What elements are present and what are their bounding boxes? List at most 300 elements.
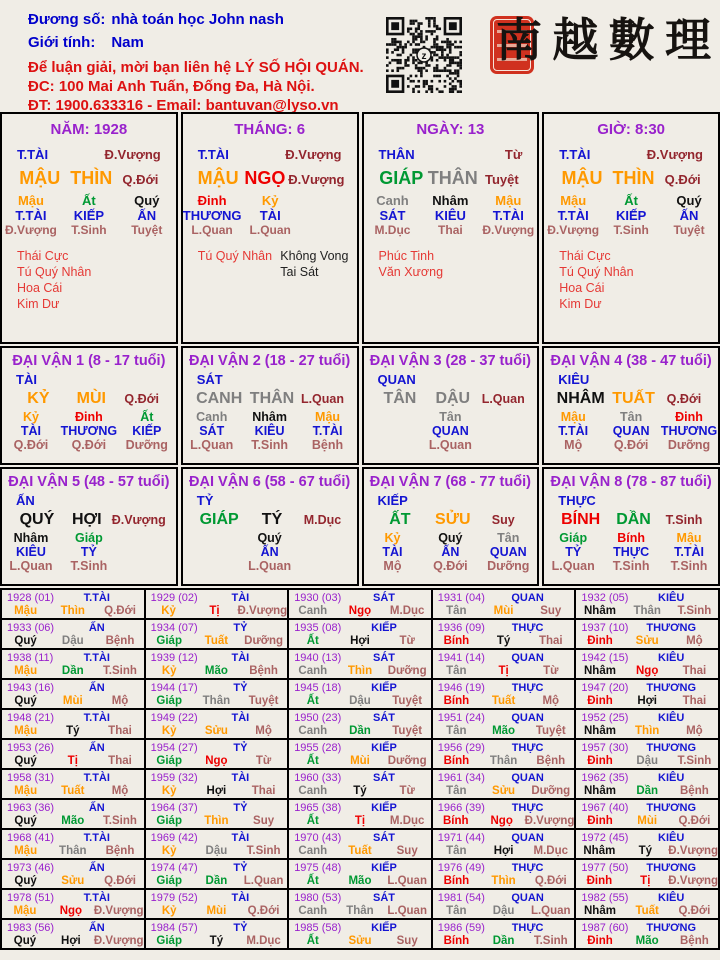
pillar-branch-stage: Q.Đới <box>664 172 701 187</box>
year-god: ẤN <box>88 622 105 634</box>
year-stem: Mậu <box>13 905 37 917</box>
year-cell <box>1 769 145 799</box>
year-cell-line1 <box>2 742 144 755</box>
pillar-box <box>362 112 540 344</box>
year-stage: Mộ <box>255 725 272 737</box>
hidden-stage: T.Sinh <box>670 559 708 573</box>
hidden-god: TÀI <box>259 208 281 223</box>
year-stage: Mộ <box>111 785 129 797</box>
year-branch: Dần <box>492 935 515 947</box>
year-stage: Bệnh <box>680 785 709 797</box>
year-branch: Sửu <box>492 785 516 797</box>
year-cell-line1 <box>146 712 288 725</box>
daivan-hidden-column <box>299 410 357 452</box>
year-stem: Đinh <box>586 875 613 887</box>
year-cell-line2 <box>576 845 718 858</box>
pillar-hidden-column <box>60 193 118 238</box>
pillar-hidden-column <box>183 193 242 238</box>
star-item: Tú Quý Nhân <box>17 265 92 279</box>
daivan-branch-stage: Q.Đới <box>666 392 702 406</box>
year-cell-line1 <box>289 922 431 935</box>
year-branch: Sửu <box>635 635 659 647</box>
year-stem: Canh <box>298 665 328 677</box>
year-cell <box>432 649 576 679</box>
pillar-hidden-stems <box>364 193 538 238</box>
hidden-god: KIẾP <box>73 208 105 223</box>
year-cell <box>145 709 289 739</box>
hidden-stem: Mậu <box>315 410 341 424</box>
year-cell-line1 <box>289 712 431 725</box>
year-cell-line2 <box>2 815 144 828</box>
year-label: 1939 (12) <box>150 652 198 664</box>
year-label: 1968 (41) <box>7 832 55 844</box>
hidden-god: T.TÀI <box>15 208 47 223</box>
year-stem: Kỷ <box>161 605 176 617</box>
year-stem: Bính <box>443 635 470 647</box>
year-god: KIẾP <box>371 802 397 814</box>
year-branch: Tuất <box>204 635 229 647</box>
pillar-hidden-stems <box>2 193 176 238</box>
year-stem: Canh <box>298 845 328 857</box>
year-cell <box>432 829 576 859</box>
year-god: THƯƠNG <box>646 742 697 754</box>
year-stage: Đ.Vượng <box>668 875 718 887</box>
year-cell-line2 <box>2 785 144 798</box>
year-cell <box>432 739 576 769</box>
year-cell-line1 <box>576 892 718 905</box>
year-god: TÀI <box>231 892 250 904</box>
year-stem: Quý <box>14 815 37 827</box>
year-stage: Đ.Vượng <box>93 905 144 917</box>
hidden-stem: Mậu <box>17 193 44 208</box>
year-label: 1942 (15) <box>581 652 629 664</box>
year-label: 1935 (08) <box>294 622 342 634</box>
hidden-stem: Đinh <box>197 193 227 208</box>
year-cell-line1 <box>2 832 144 845</box>
year-cell-line2 <box>2 875 144 888</box>
year-label: 1930 (03) <box>294 592 342 604</box>
daivan-title: ĐẠI VẬN 5 (48 - 57 tuổi) <box>8 474 170 490</box>
year-cell-line2 <box>433 755 575 768</box>
daivan-god: ẤN <box>16 493 35 508</box>
year-cell-line1 <box>576 742 718 755</box>
star-item: Tai Sát <box>280 265 319 279</box>
owner-line <box>28 8 364 31</box>
year-branch: Mão <box>348 875 372 887</box>
year-cell-line1 <box>146 652 288 665</box>
star-item: Phúc Tinh <box>378 249 435 263</box>
year-stem: Kỷ <box>161 725 177 737</box>
logo-character: 理 <box>664 13 711 67</box>
star-item: Tú Quý Nhân <box>559 265 634 279</box>
daivan-hidden-column <box>183 410 241 452</box>
year-god: T.TÀI <box>83 652 110 664</box>
year-cell-line2 <box>433 875 575 888</box>
hidden-god: T.TÀI <box>674 545 704 559</box>
year-branch: Dần <box>61 665 84 677</box>
year-cell <box>288 799 432 829</box>
year-cell-line2 <box>576 755 718 768</box>
pillar-hidden-column <box>479 193 537 238</box>
year-label: 1949 (22) <box>150 712 198 724</box>
daivan-box <box>362 346 540 465</box>
year-cell-line2 <box>433 845 575 858</box>
year-stage: L.Quan <box>530 905 571 917</box>
year-label: 1945 (18) <box>294 682 342 694</box>
year-cell <box>432 889 576 919</box>
hidden-stage: T.Sinh <box>612 559 650 573</box>
daivan-box <box>542 467 720 586</box>
daivan-hidden-column <box>60 410 118 452</box>
year-stage: Tuyệt <box>392 695 423 707</box>
hidden-god: TỶ <box>80 545 97 559</box>
year-god: KIẾP <box>371 622 397 634</box>
year-cell <box>145 919 289 949</box>
year-stem: Quý <box>14 695 37 707</box>
year-label: 1940 (13) <box>294 652 342 664</box>
daivan-branch: THÂN <box>249 390 295 407</box>
year-cell-line1 <box>433 772 575 785</box>
year-stage: L.Quan <box>243 875 284 887</box>
daivan-hidden-stems <box>2 410 176 452</box>
year-stage: Từ <box>399 635 415 647</box>
year-cell-line1 <box>289 802 431 815</box>
logo-character: 越 <box>552 13 599 67</box>
year-branch: Thìn <box>635 725 660 737</box>
year-god: KIẾP <box>371 922 397 934</box>
year-god: ẤN <box>88 922 105 934</box>
year-stage: Dưỡng <box>387 665 427 677</box>
year-god: QUAN <box>511 772 544 784</box>
year-stem: Ất <box>306 935 319 947</box>
pillar-hidden-column <box>299 193 357 238</box>
hidden-god: QUAN <box>612 424 650 438</box>
year-stem: Giáp <box>156 635 182 647</box>
hidden-stem: Tân <box>620 410 643 424</box>
brand-logo <box>482 2 714 86</box>
pillar-stem-row <box>2 167 176 189</box>
year-cell <box>575 919 719 949</box>
hidden-god: KIẾP <box>615 208 647 223</box>
year-cell-line1 <box>433 682 575 695</box>
year-cell-line1 <box>576 922 718 935</box>
year-row <box>1 679 719 709</box>
year-cell-line1 <box>433 742 575 755</box>
year-label: 1964 (37) <box>150 802 198 814</box>
year-god: KIÊU <box>658 592 685 604</box>
year-cell-line1 <box>433 922 575 935</box>
star-list-red <box>17 248 176 312</box>
year-label: 1953 (26) <box>7 742 55 754</box>
year-stage: Đ.Vượng <box>524 815 575 827</box>
year-stem: Nhâm <box>584 665 616 677</box>
year-cell-line2 <box>433 695 575 708</box>
year-branch: Thân <box>633 605 661 617</box>
year-cell-line2 <box>576 635 718 648</box>
pillar-stem: GIÁP <box>379 168 424 188</box>
year-cell-line1 <box>289 682 431 695</box>
year-stage: Tuyệt <box>392 725 423 737</box>
year-cell-line2 <box>576 665 718 678</box>
hidden-stem: Quý <box>134 193 160 208</box>
star-item: Thái Cực <box>17 249 69 263</box>
hidden-stage: Đ.Vượng <box>547 223 600 237</box>
daivan-branch: HỢI <box>71 511 102 528</box>
year-cell-line1 <box>289 892 431 905</box>
year-god: T.TÀI <box>83 892 110 904</box>
daivan-branch: DẬU <box>435 390 471 407</box>
year-label: 1984 (57) <box>150 922 198 934</box>
person-info-block <box>28 8 364 115</box>
star-item: Hoa Cái <box>17 281 63 295</box>
year-cell-line1 <box>433 652 575 665</box>
year-stem: Canh <box>298 725 328 737</box>
year-stage: T.Sinh <box>677 755 712 767</box>
hidden-stage: L.Quan <box>551 559 595 573</box>
year-stage: Từ <box>255 755 272 767</box>
year-label: 1977 (50) <box>581 862 629 874</box>
hidden-stage: T.Sinh <box>71 223 107 237</box>
year-cell-line2 <box>576 815 718 828</box>
year-stem: Ất <box>306 755 319 767</box>
year-god: SÁT <box>372 712 395 724</box>
hidden-stage: Tuyệt <box>131 223 163 237</box>
daivan-god: SÁT <box>196 372 223 387</box>
year-god: TỶ <box>233 922 248 934</box>
year-stem: Ất <box>306 815 319 827</box>
year-cell <box>432 709 576 739</box>
daivan-stem-row <box>183 389 357 409</box>
gender-value: Nam <box>111 34 144 51</box>
year-label: 1973 (46) <box>7 862 55 874</box>
year-cell-line2 <box>289 695 431 708</box>
year-stage: Mộ <box>686 725 703 737</box>
daivan-hidden-column <box>364 410 422 452</box>
year-branch: Mão <box>61 815 85 827</box>
daivan-branch-stage: T.Sinh <box>665 513 703 527</box>
year-stage: Thai <box>682 665 707 677</box>
year-stem: Tân <box>446 605 467 617</box>
year-cell-line2 <box>146 815 288 828</box>
year-stage: Đ.Vượng <box>93 935 144 947</box>
daivan-hidden-stems <box>2 531 176 573</box>
year-stem: Mậu <box>14 665 38 677</box>
hidden-stem: Mậu <box>495 193 522 208</box>
year-stem: Quý <box>14 755 37 767</box>
year-cell-line1 <box>146 682 288 695</box>
year-branch: Mùi <box>350 755 370 767</box>
year-cell <box>145 739 289 769</box>
year-stage: Thai <box>108 755 132 767</box>
hidden-stage: T.Sinh <box>251 438 289 452</box>
year-label: 1941 (14) <box>437 652 485 664</box>
year-stem: Quý <box>14 875 37 887</box>
contact-line-3: ĐT: 1900.633316 - Email: bantuvan@lyso.vn <box>28 97 339 114</box>
year-stage: Suy <box>253 815 275 827</box>
daivan-title: ĐẠI VẬN 8 (78 - 87 tuổi) <box>550 474 712 490</box>
year-cell-line2 <box>433 815 575 828</box>
year-god: SÁT <box>372 772 395 784</box>
pillar-stem-row <box>183 167 357 189</box>
year-stem: Quý <box>13 935 37 947</box>
year-stem: Đinh <box>587 935 613 947</box>
year-label: 1962 (35) <box>581 772 629 784</box>
year-god: TÀI <box>231 652 250 664</box>
hidden-stem: Ất <box>140 410 154 424</box>
year-stem: Canh <box>298 605 328 617</box>
year-stem: Bính <box>443 935 470 947</box>
year-cell-line1 <box>146 802 288 815</box>
year-god: TỶ <box>233 802 248 814</box>
year-cell-line1 <box>433 862 575 875</box>
hidden-god: QUAN <box>431 424 469 438</box>
year-cell-line1 <box>576 712 718 725</box>
year-cell-line1 <box>433 832 575 845</box>
year-god: KIÊU <box>658 712 685 724</box>
daivan-hidden-column <box>2 531 60 573</box>
year-branch: Mùi <box>206 905 227 917</box>
report-header <box>0 0 720 112</box>
year-branch: Tý <box>66 725 80 737</box>
pillar-hidden-column <box>364 193 422 238</box>
pillar-box <box>181 112 359 344</box>
year-label: 1971 (44) <box>437 832 485 844</box>
year-row <box>1 769 719 799</box>
year-god: TỶ <box>233 742 248 754</box>
year-stem: Tân <box>446 785 467 797</box>
year-cell-line1 <box>146 862 288 875</box>
year-stem: Bính <box>442 815 469 827</box>
pillar-branch: THÌN <box>612 168 655 188</box>
hidden-god: T.TÀI <box>558 424 589 438</box>
daivan-branch: TUẤT <box>612 390 655 407</box>
daivan-stem: ẤT <box>389 511 411 528</box>
hidden-stem: Mậu <box>676 531 702 545</box>
hidden-stage: Dưỡng <box>667 438 711 452</box>
pillar-top-row <box>183 147 357 162</box>
hidden-stage: Dưỡng <box>125 438 168 452</box>
year-cell-line1 <box>433 592 575 605</box>
year-god: ẤN <box>88 802 105 814</box>
year-cell-line1 <box>146 832 288 845</box>
year-cell-line1 <box>433 892 575 905</box>
year-row <box>1 889 719 919</box>
star-list-red <box>379 248 538 280</box>
year-stem: Kỷ <box>161 905 177 917</box>
hidden-stage: L.Quan <box>248 559 292 573</box>
daivan-box <box>0 467 178 586</box>
year-cell-line2 <box>146 875 288 888</box>
svg-text:z: z <box>421 51 427 62</box>
daivan-title: ĐẠI VẬN 4 (38 - 47 tuổi) <box>550 353 712 369</box>
year-cell-line1 <box>433 802 575 815</box>
year-god: THƯƠNG <box>646 802 697 814</box>
year-branch: Dậu <box>636 755 659 767</box>
year-branch: Tị <box>640 875 651 887</box>
year-god: THƯƠNG <box>646 682 697 694</box>
year-cell-line1 <box>146 742 288 755</box>
year-god: SÁT <box>372 592 395 604</box>
year-cell-line2 <box>146 785 288 798</box>
year-label: 1947 (20) <box>581 682 629 694</box>
year-cell <box>288 919 432 949</box>
year-stem: Nhâm <box>584 605 616 617</box>
year-label: 1966 (39) <box>437 802 485 814</box>
daivan-stem-row <box>2 510 176 530</box>
year-cell <box>288 679 432 709</box>
year-stage: Từ <box>399 785 415 797</box>
year-cell-line2 <box>289 635 431 648</box>
year-cell-line2 <box>146 695 288 708</box>
daivan-stem-row <box>544 510 718 530</box>
year-stage: T.Sinh <box>677 605 712 617</box>
hidden-god: KIÊU <box>254 424 285 438</box>
daivan-row-2 <box>0 467 720 586</box>
year-label: 1987 (60) <box>581 922 629 934</box>
hidden-stem: Tân <box>497 531 520 545</box>
year-cell-line2 <box>146 755 288 768</box>
year-cell-line1 <box>576 832 718 845</box>
hidden-stem: Ất <box>624 193 638 208</box>
year-label: 1928 (01) <box>7 592 55 604</box>
year-cell-line2 <box>146 605 288 618</box>
hidden-stage: L.Quan <box>428 438 472 452</box>
year-god: THỰC <box>511 622 544 634</box>
hidden-stem: Kỷ <box>384 531 401 545</box>
pillar-top-row <box>544 147 718 162</box>
daivan-stem-row <box>364 510 538 530</box>
year-label: 1961 (34) <box>437 772 485 784</box>
year-cell <box>575 769 719 799</box>
year-stem: Kỷ <box>161 665 177 677</box>
year-stage: Q.Đới <box>247 905 280 917</box>
pillar-hidden-column <box>421 193 479 238</box>
year-god: KIẾP <box>371 862 397 874</box>
year-cell-line1 <box>146 922 288 935</box>
year-stage: Q.Đới <box>534 875 567 887</box>
hidden-stage: L.Quan <box>249 223 291 237</box>
pillar-god: T.TÀI <box>559 147 591 162</box>
year-label: 1951 (24) <box>437 712 485 724</box>
year-cell <box>288 589 432 619</box>
year-branch: Tý <box>496 635 511 647</box>
year-cell-line2 <box>146 665 288 678</box>
year-cell-line1 <box>576 622 718 635</box>
year-god: KIẾP <box>371 682 397 694</box>
year-stage: L.Quan <box>387 875 427 887</box>
hidden-stage: Đ.Vượng <box>482 223 535 237</box>
year-stage: Đ.Vượng <box>237 605 288 617</box>
year-cell <box>288 859 432 889</box>
daivan-hidden-column <box>544 410 602 452</box>
year-god: TỶ <box>233 622 248 634</box>
year-god: ẤN <box>88 682 105 694</box>
hidden-stage: L.Quan <box>190 438 234 452</box>
daivan-hidden-column <box>602 410 660 452</box>
year-cell <box>145 649 289 679</box>
hidden-stage: L.Quan <box>9 559 53 573</box>
daivan-stem-row <box>364 389 538 409</box>
year-cell <box>145 589 289 619</box>
year-cell <box>288 829 432 859</box>
year-row <box>1 859 719 889</box>
year-label: 1943 (16) <box>7 682 55 694</box>
year-label: 1958 (31) <box>7 772 55 784</box>
pillar-branch-stage: Q.Đới <box>122 172 159 187</box>
year-cell <box>1 799 145 829</box>
year-god: QUAN <box>511 832 544 844</box>
daivan-branch-stage: Đ.Vượng <box>111 513 166 527</box>
